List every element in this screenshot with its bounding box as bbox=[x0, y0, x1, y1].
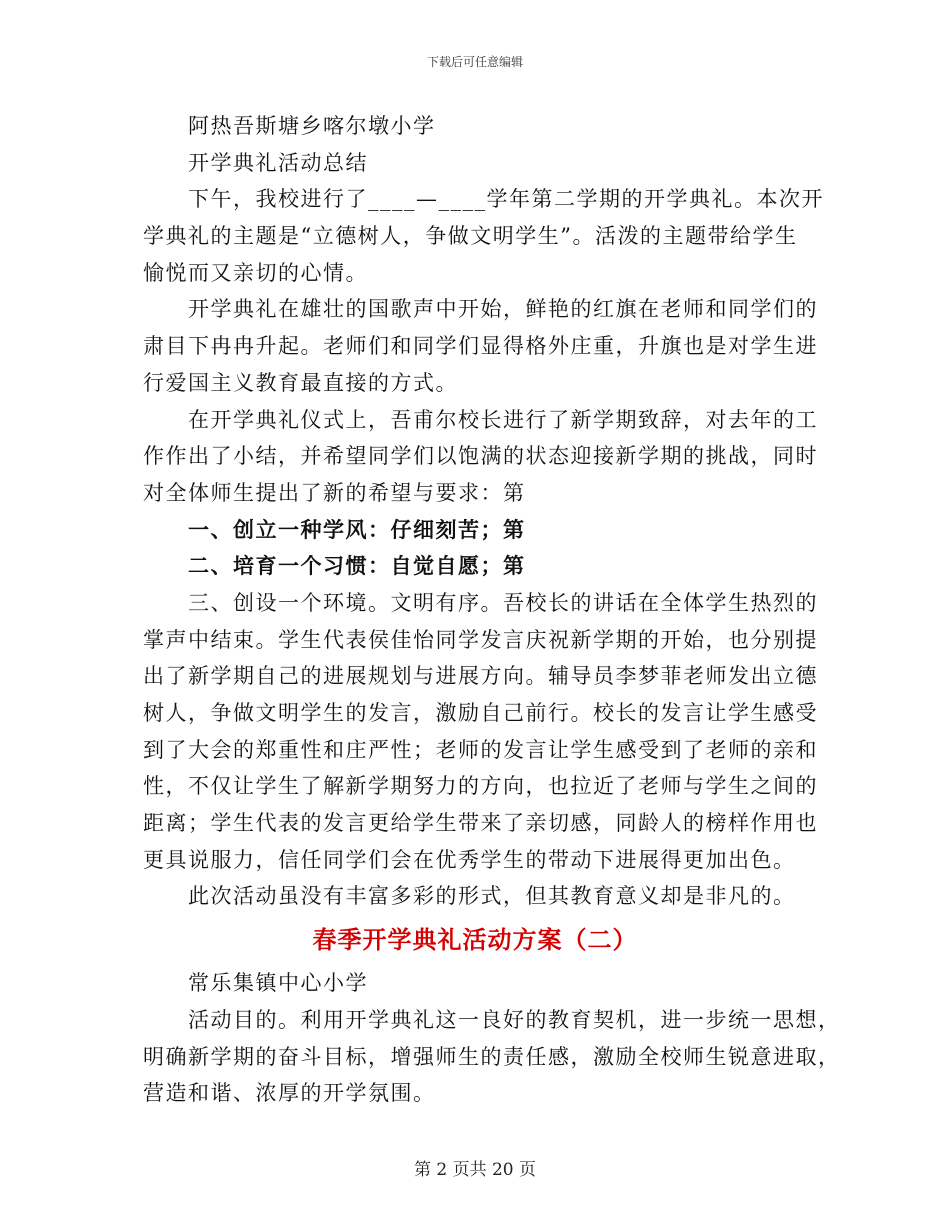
paragraph-line: 距离；学生代表的发言更给学生带来了亲切感，同龄人的榜样作用也 bbox=[143, 811, 818, 836]
page-header: 下载后可任意编辑 bbox=[426, 55, 523, 69]
paragraph-line: 出了新学期自己的进展规划与进展方向。辅导员李梦菲老师发出立德 bbox=[143, 664, 818, 689]
paragraph-line: 三、创设一个环境。文明有序。吾校长的讲话在全体学生热烈的 bbox=[188, 590, 818, 615]
page-footer: 第 2 页共 20 页 bbox=[413, 1160, 537, 1180]
paragraph-line: 学典礼的主题是“立德树人，争做文明学生”。活泼的主题带给学生 bbox=[143, 224, 798, 249]
paragraph-line: 到了大会的郑重性和庄严性；老师的发言让学生感受到了老师的亲和 bbox=[143, 737, 818, 762]
paragraph-line: 行爱国主义教育最直接的方式。 bbox=[143, 370, 458, 395]
paragraph-line: 在开学典礼仪式上，吾甫尔校长进行了新学期致辞，对去年的工 bbox=[188, 407, 818, 432]
paragraph-line: 掌声中结束。学生代表侯佳怡同学发言庆祝新学期的开始，也分别提 bbox=[143, 627, 818, 652]
paragraph-line: 活动目的。利用开学典礼这一良好的教育契机，进一步统一思想， bbox=[188, 1007, 841, 1032]
paragraph-line: 肃目下冉冉升起。老师们和同学们显得格外庄重，升旗也是对学生进 bbox=[143, 334, 818, 359]
document-title: 开学典礼活动总结 bbox=[188, 150, 368, 175]
document-body bbox=[143, 108, 841, 1112]
school-name: 常乐集镇中心小学 bbox=[188, 971, 368, 996]
paragraph-line: 性，不仅让学生了解新学期努力的方向，也拉近了老师与学生之间的 bbox=[143, 774, 818, 799]
paragraph-line: 明确新学期的奋斗目标，增强师生的责任感，激励全校师生锐意进取， bbox=[143, 1044, 841, 1069]
paragraph-line: 对全体师生提出了新的希望与要求：第 bbox=[143, 480, 526, 505]
paragraph-line: 更具说服力，信任同学们会在优秀学生的带动下进展得更加出色。 bbox=[143, 847, 796, 872]
paragraph-line: 作作出了小结，并希望同学们以饱满的状态迎接新学期的挑战，同时 bbox=[143, 444, 818, 469]
paragraph-line: 愉悦而又亲切的心情。 bbox=[143, 260, 368, 285]
paragraph-line: 下午，我校进行了____—____学年第二学期的开学典礼。本次开 bbox=[188, 187, 824, 212]
requirement-2: 二、培育一个习惯：自觉自愿；第 bbox=[188, 553, 526, 579]
requirement-1: 一、创立一种学风：仔细刻苦；第 bbox=[188, 516, 526, 542]
paragraph-line: 开学典礼在雄壮的国歌声中开始，鲜艳的红旗在老师和同学们的 bbox=[188, 297, 818, 322]
paragraph-line: 营造和谐、浓厚的开学氛围。 bbox=[143, 1081, 436, 1106]
school-name: 阿热吾斯塘乡喀尔墩小学 bbox=[188, 114, 436, 138]
section-heading: 春季开学典礼活动方案（二） bbox=[312, 925, 638, 955]
paragraph-line: 此次活动虽没有丰富多彩的形式，但其教育意义却是非凡的。 bbox=[188, 884, 796, 909]
paragraph-line: 树人，争做文明学生的发言，激励自己前行。校长的发言让学生感受 bbox=[143, 701, 818, 725]
